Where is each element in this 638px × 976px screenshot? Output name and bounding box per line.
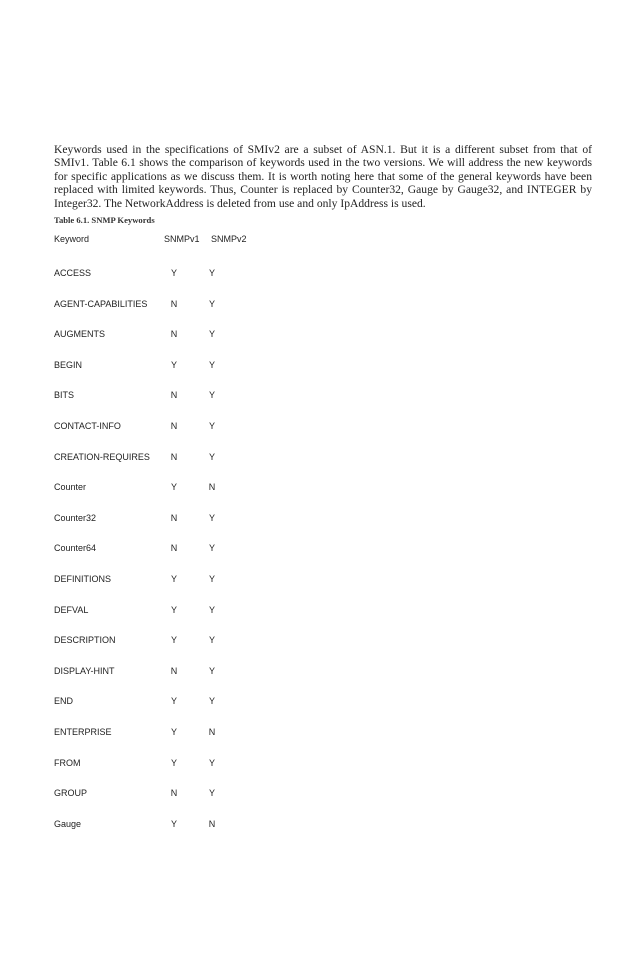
- snmpv1-cell: Y: [170, 635, 177, 646]
- body-paragraph: Keywords used in the specifications of SMIv2 are a subset of ASN.1. But it is a different subset from that of SMIv1. Table 6.1 shows the comparison of keywords used in the two versions. We will address the new keywords for specific applications as we discuss them. It is worth noting here that some of the general keywords have been replaced with limited keywords. Thus, Counter is replaced by Counter32, Gauge by Gauge32, and INTEGER by Integer32. The NetworkAddress is deleted from use and only IpAddress is used.: [54, 142, 592, 210]
- snmpv1-cell: N: [170, 390, 178, 401]
- keyword-cell: ACCESS: [54, 268, 92, 278]
- snmpv2-cell: Y: [208, 543, 215, 554]
- snmpv1-cell: N: [170, 543, 178, 554]
- snmpv1-cell: N: [170, 420, 178, 431]
- snmpv2-cell: Y: [208, 268, 215, 278]
- snmpv1-cell: N: [170, 665, 178, 676]
- keyword-cell: END: [54, 696, 74, 707]
- snmpv2-cell: Y: [208, 604, 215, 615]
- keyword-cell: Counter32: [54, 512, 97, 523]
- keyword-cell: FROM: [54, 757, 81, 768]
- snmpv2-cell: Y: [208, 512, 215, 523]
- keyword-cell: AUGMENTS: [54, 329, 106, 340]
- keyword-cell: DEFINITIONS: [54, 573, 112, 584]
- snmpv1-cell: Y: [170, 696, 177, 707]
- header-snmpv1: SNMPv1: [164, 234, 200, 244]
- keyword-cell: DISPLAY-HINT: [54, 665, 115, 676]
- snmpv1-cell: Y: [170, 604, 177, 615]
- keyword-cell: CREATION-REQUIRES: [54, 451, 150, 462]
- keyword-cell: GROUP: [54, 788, 88, 799]
- snmpv1-cell: Y: [170, 573, 177, 584]
- snmpv2-cell: Y: [208, 757, 215, 768]
- snmpv1-cell: N: [170, 451, 178, 462]
- keyword-cell: Counter64: [54, 543, 97, 554]
- snmpv1-cell: Y: [170, 268, 177, 278]
- keyword-cell: Gauge: [54, 818, 82, 829]
- header-keyword: Keyword: [54, 234, 90, 244]
- snmpv2-cell: N: [208, 726, 216, 737]
- snmpv2-cell: Y: [208, 788, 215, 799]
- snmpv2-cell: Y: [208, 635, 215, 646]
- keyword-cell: DEFVAL: [54, 604, 89, 615]
- snmpv2-cell: Y: [208, 451, 215, 462]
- snmpv2-cell: Y: [208, 420, 215, 431]
- snmpv1-cell: Y: [170, 359, 177, 370]
- snmpv1-cell: Y: [170, 757, 177, 768]
- table-caption: Table 6.1. SNMP Keywords: [54, 215, 155, 225]
- snmpv1-cell: N: [170, 512, 178, 523]
- snmpv1-cell: N: [170, 788, 178, 799]
- keyword-cell: Counter: [54, 482, 87, 493]
- keyword-cell: BEGIN: [54, 359, 83, 370]
- snmpv1-cell: Y: [170, 726, 177, 737]
- snmpv1-cell: N: [170, 329, 178, 340]
- keyword-cell: AGENT-CAPABILITIES: [54, 298, 148, 309]
- snmpv1-cell: Y: [170, 818, 177, 829]
- snmpv2-cell: Y: [208, 573, 215, 584]
- header-snmpv2: SNMPv2: [211, 234, 247, 244]
- snmpv2-cell: N: [208, 818, 216, 829]
- keyword-cell: DESCRIPTION: [54, 635, 116, 646]
- snmpv2-cell: Y: [208, 298, 215, 309]
- snmpv2-cell: Y: [208, 390, 215, 401]
- snmpv1-cell: Y: [170, 482, 177, 493]
- snmpv2-cell: Y: [208, 359, 215, 370]
- snmpv2-cell: Y: [208, 696, 215, 707]
- snmpv2-cell: Y: [208, 329, 215, 340]
- snmpv2-cell: N: [208, 482, 216, 493]
- keyword-cell: ENTERPRISE: [54, 726, 112, 737]
- snmpv2-cell: Y: [208, 665, 215, 676]
- keyword-cell: BITS: [54, 390, 75, 401]
- keyword-cell: CONTACT-INFO: [54, 420, 121, 431]
- snmpv1-cell: N: [170, 298, 178, 309]
